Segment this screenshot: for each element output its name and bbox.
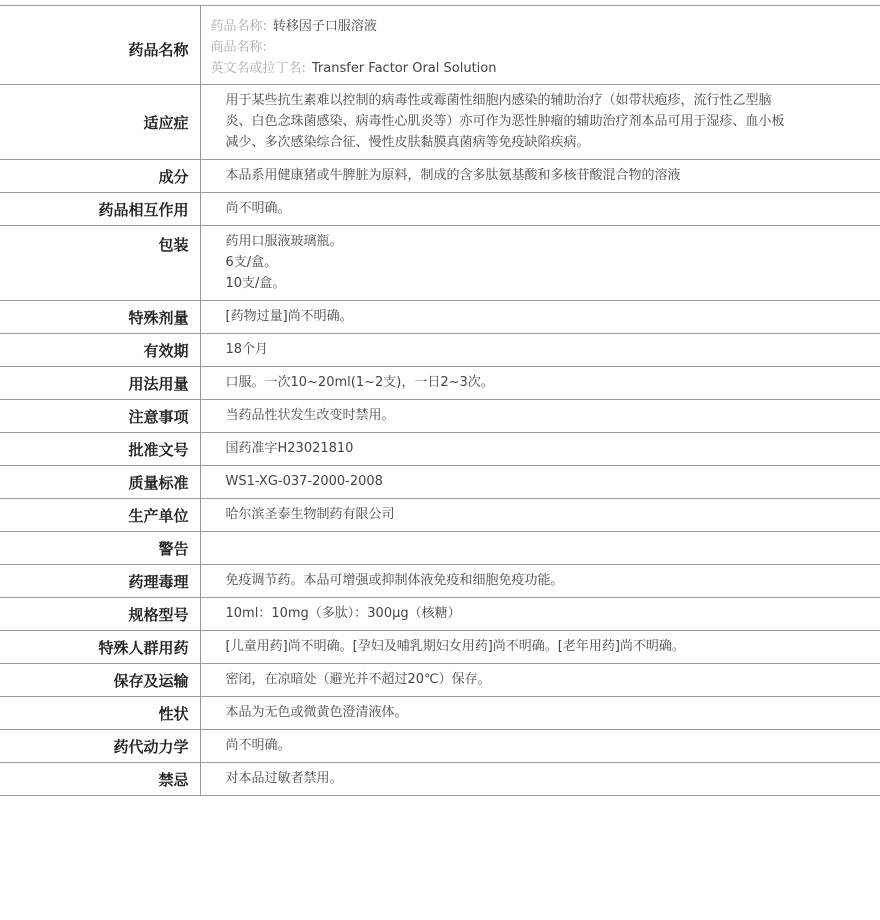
english-name-row [211,58,871,79]
row-value [200,226,880,301]
row-label: 警告 [0,532,200,565]
row-interactions [0,193,880,226]
generic-name-value: 转移因子口服溶液 [272,19,377,34]
row-value: 哈尔滨圣泰生物制药有限公司 [200,499,880,532]
trade-name-row [211,37,871,58]
row-storage [0,664,880,697]
row-value: 本品为无色或微黄色澄清液体。 [200,697,880,730]
row-precautions [0,400,880,433]
row-description [0,697,880,730]
row-value: 对本品过敏者禁用。 [200,763,880,796]
row-quality-standard [0,466,880,499]
row-label: 质量标准 [0,466,200,499]
drug-name-values [200,6,880,85]
row-value: 10ml：10mg（多肽）：300μg（核糖） [200,598,880,631]
row-label: 性状 [0,697,200,730]
row-value: [药物过量]尚不明确。 [200,301,880,334]
trade-name-label: 商品名称: [210,40,267,55]
row-value: 用于某些抗生素难以控制的病毒性或霉菌性细胞内感染的辅助治疗（如带状疱疹，流行性乙型脑炎、白色念珠菌感染、病毒性心肌炎等）亦可作为恶性肿瘤的辅助治疗剂本品可用于湿疹、血小板减少、多次感染综合征、慢性皮肤黏膜真菌病等免疫缺陷疾病。 [200,85,880,160]
row-label: 成分 [0,160,200,193]
packaging-line: 药用口服液玻璃瓶。 [225,234,343,249]
row-label: 注意事项 [0,400,200,433]
row-label: 批准文号 [0,433,200,466]
row-label: 特殊人群用药 [0,631,200,664]
row-special-dosage [0,301,880,334]
row-value: WS1-XG-037-2000-2008 [200,466,880,499]
row-packaging [0,226,880,301]
row-value [200,532,880,565]
row-value: 18个月 [200,334,880,367]
row-value: 口服。一次10~20ml(1~2支)，一日2~3次。 [200,367,880,400]
row-label: 药品相互作用 [0,193,200,226]
row-pharmacokinetics [0,730,880,763]
row-label: 特殊剂量 [0,301,200,334]
row-label: 有效期 [0,334,200,367]
row-label: 用法用量 [0,367,200,400]
row-value: [儿童用药]尚不明确。[孕妇及哺乳期妇女用药]尚不明确。[老年用药]尚不明确。 [200,631,880,664]
row-label: 包装 [0,226,200,301]
row-ingredients [0,160,880,193]
row-specification [0,598,880,631]
row-contraindications [0,763,880,796]
row-value: 国药准字H23021810 [200,433,880,466]
drug-info-table [0,5,880,796]
row-label: 生产单位 [0,499,200,532]
row-approval-number [0,433,880,466]
row-value: 本品系用健康猪或牛脾脏为原料，制成的含多肽氨基酸和多核苷酸混合物的溶液 [200,160,880,193]
row-warning [0,532,880,565]
english-name-label: 英文名或拉丁名: [210,61,306,76]
row-shelf-life [0,334,880,367]
row-value: 尚不明确。 [200,193,880,226]
row-label: 药品名称 [0,6,200,85]
row-dosage [0,367,880,400]
row-label: 禁忌 [0,763,200,796]
row-drug-name [0,6,880,85]
row-label: 保存及运输 [0,664,200,697]
row-manufacturer [0,499,880,532]
row-label: 药代动力学 [0,730,200,763]
row-value: 尚不明确。 [200,730,880,763]
row-value: 当药品性状发生改变时禁用。 [200,400,880,433]
row-special-populations [0,631,880,664]
row-label: 药理毒理 [0,565,200,598]
english-name-value: Transfer Factor Oral Solution [311,61,497,76]
row-indications [0,85,880,160]
row-label: 规格型号 [0,598,200,631]
packaging-line: 10支/盒。 [225,276,286,291]
packaging-line: 6支/盒。 [225,255,278,270]
row-value: 密闭，在凉暗处（避光并不超过20℃）保存。 [200,664,880,697]
generic-name-row [211,16,871,37]
row-value: 免疫调节药。本品可增强或抑制体液免疫和细胞免疫功能。 [200,565,880,598]
row-label: 适应症 [0,85,200,160]
generic-name-label: 药品名称: [210,19,267,34]
row-pharmacology [0,565,880,598]
